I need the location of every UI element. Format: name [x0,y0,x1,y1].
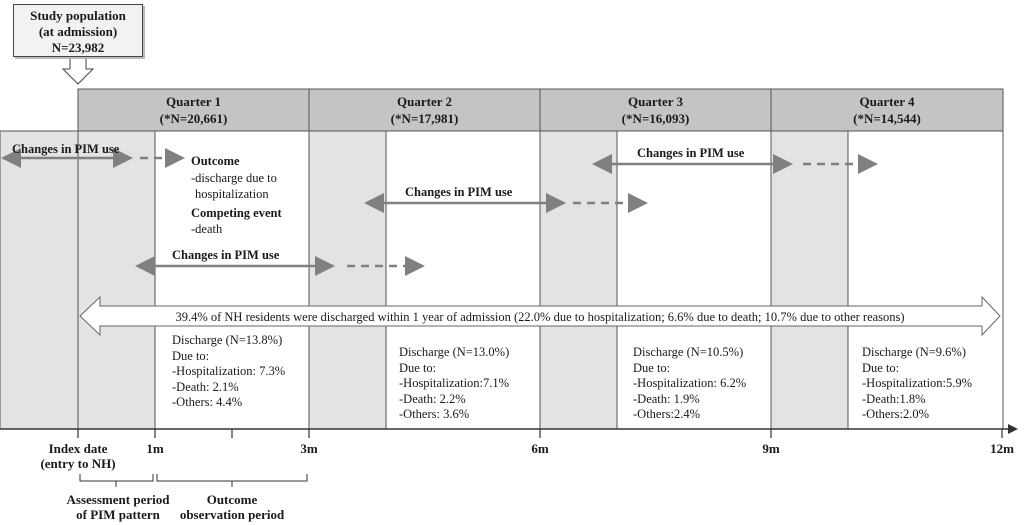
study-population-box [13,4,143,57]
quarter-4-header: Quarter 4 (*N=14,544) [853,94,921,126]
competing-event-title: Competing event [191,206,282,220]
pim-label-q1: Changes in PIM use [172,248,280,262]
tick-label-12m: 12m [990,441,1014,456]
outcome-bracket [157,474,307,487]
shaded-pre-index [0,131,78,429]
axis-arrowhead-icon [1008,424,1018,434]
quarter-3-header: Quarter 3 (*N=16,093) [621,94,690,126]
assessment-period-label: Assessment period of PIM pattern [66,492,170,522]
outcome-line1: -discharge due to [191,171,277,185]
discharge-banner-text: 39.4% of NH residents were discharged within 1 year of admission (22.0% due to hospitalization; 6.6% due to death; 10.7% due to other reasons) [175,310,905,324]
assessment-bracket [80,474,153,487]
study-line2: (at admission) [38,24,118,39]
pim-label-q2: Changes in PIM use [405,185,513,199]
outcome-title: Outcome [191,154,240,168]
discharge-q4: Discharge (N=9.6%) Due to: -Hospitalization:5.9% -Death:1.8% -Others:2.0% [862,345,973,421]
quarter-1-header: Quarter 1 (*N=20,661) [159,94,228,126]
study-line1: Study population [30,8,126,23]
index-date-label: Index date (entry to NH) [40,441,116,471]
shaded-q2 [309,131,386,429]
shaded-q3 [540,131,617,429]
discharge-q1: Discharge (N=13.8%) Due to: -Hospitalization: 7.3% -Death: 2.1% -Others: 4.4% [172,333,286,409]
outcome-line2: hospitalization [195,187,269,201]
quarter-2-header: Quarter 2 (*N=17,981) [390,94,459,126]
tick-label-6m: 6m [531,441,549,456]
study-line3: N=23,982 [51,40,105,55]
outcome-period-label: Outcome observation period [179,492,285,522]
tick-label-1m: 1m [146,441,164,456]
shaded-q4 [771,131,848,429]
down-arrow-icon [63,57,93,84]
pim-label-q3: Changes in PIM use [637,146,745,160]
discharge-q2: Discharge (N=13.0%) Due to: -Hospitalization:7.1% -Death: 2.2% -Others: 3.6% [399,345,510,421]
pim-label-1: Changes in PIM use [12,142,120,156]
tick-label-3m: 3m [300,441,318,456]
tick-label-9m: 9m [762,441,780,456]
competing-event-line: -death [191,222,223,236]
shaded-q1 [78,131,155,429]
discharge-q3: Discharge (N=10.5%) Due to: -Hospitalization: 6.2% -Death: 1.9% -Others:2.4% [633,345,747,421]
